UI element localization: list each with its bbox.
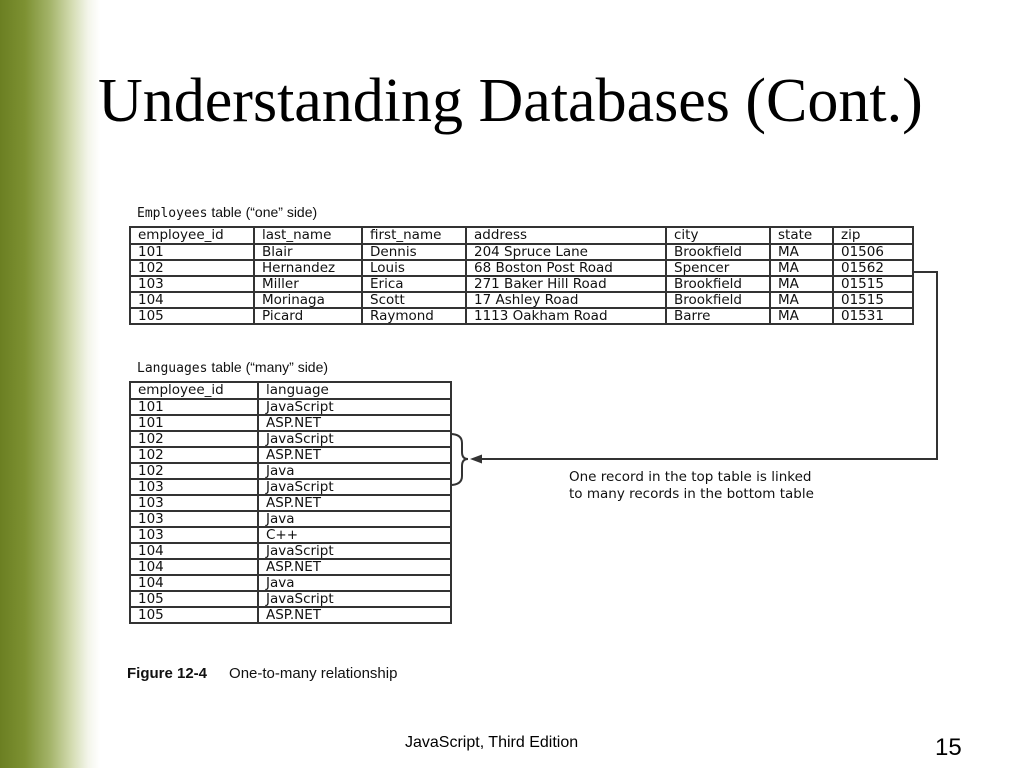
page-number: 15: [935, 734, 962, 761]
table-cell: 104: [130, 559, 258, 575]
table-cell: MA: [770, 244, 833, 260]
table-cell: Picard: [254, 308, 362, 324]
table-cell: 104: [130, 292, 254, 308]
table-cell: Dennis: [362, 244, 466, 260]
table-cell: Java: [258, 511, 451, 527]
employees-table-caption-rest: table (“one” side): [207, 204, 318, 220]
table-cell: 101: [130, 415, 258, 431]
table-cell: JavaScript: [258, 431, 451, 447]
table-cell: 01515: [833, 276, 913, 292]
table-cell: Brookfield: [666, 292, 770, 308]
table-cell: 103: [130, 479, 258, 495]
table-cell: 01531: [833, 308, 913, 324]
table-cell: JavaScript: [258, 479, 451, 495]
column-header: address: [466, 227, 666, 244]
table-cell: Spencer: [666, 260, 770, 276]
table-cell: Louis: [362, 260, 466, 276]
figure-caption: [127, 665, 397, 683]
table-cell: Barre: [666, 308, 770, 324]
table-cell: 271 Baker Hill Road: [466, 276, 666, 292]
table-cell: Hernandez: [254, 260, 362, 276]
table-cell: JavaScript: [258, 543, 451, 559]
table-cell: ASP.NET: [258, 559, 451, 575]
table-cell: 103: [130, 527, 258, 543]
table-cell: ASP.NET: [258, 607, 451, 623]
table-cell: ASP.NET: [258, 447, 451, 463]
table-cell: Erica: [362, 276, 466, 292]
column-header: last_name: [254, 227, 362, 244]
table-cell: 105: [130, 591, 258, 607]
footer-text: JavaScript, Third Edition: [405, 734, 579, 751]
table-cell: 102: [130, 447, 258, 463]
table-cell: C++: [258, 527, 451, 543]
column-header: city: [666, 227, 770, 244]
table-cell: Morinaga: [254, 292, 362, 308]
table-cell: 01515: [833, 292, 913, 308]
annotation-line-1: One record in the top table is linked: [569, 469, 812, 485]
table-cell: Raymond: [362, 308, 466, 324]
table-cell: Java: [258, 463, 451, 479]
table-cell: 1113 Oakham Road: [466, 308, 666, 324]
slide-title: Understanding Databases (Cont.): [98, 67, 923, 135]
table-cell: 104: [130, 575, 258, 591]
table-cell: MA: [770, 276, 833, 292]
table-cell: 102: [130, 463, 258, 479]
arrow-head-icon: [470, 455, 482, 464]
table-cell: 105: [130, 308, 254, 324]
column-header: first_name: [362, 227, 466, 244]
languages-table-caption-name: Languages: [137, 361, 208, 376]
curly-brace-icon: [450, 434, 468, 485]
table-cell: 102: [130, 431, 258, 447]
table-cell: 103: [130, 276, 254, 292]
table-cell: MA: [770, 292, 833, 308]
table-cell: ASP.NET: [258, 415, 451, 431]
column-header: employee_id: [130, 382, 258, 399]
table-cell: 01562: [833, 260, 913, 276]
languages-table-caption-rest: table (“many” side): [207, 359, 329, 375]
table-cell: 68 Boston Post Road: [466, 260, 666, 276]
table-cell: 103: [130, 511, 258, 527]
table-cell: 104: [130, 543, 258, 559]
table-cell: MA: [770, 308, 833, 324]
table-cell: 17 Ashley Road: [466, 292, 666, 308]
table-cell: Brookfield: [666, 244, 770, 260]
table-cell: 101: [130, 244, 254, 260]
column-header: employee_id: [130, 227, 254, 244]
table-cell: JavaScript: [258, 399, 451, 415]
table-cell: MA: [770, 260, 833, 276]
employees-table-caption-name: Employees: [137, 206, 208, 221]
figure-caption-text: One-to-many relationship: [229, 665, 398, 682]
annotation-line-2: to many records in the bottom table: [569, 486, 814, 502]
column-header: language: [258, 382, 451, 399]
table-cell: 204 Spruce Lane: [466, 244, 666, 260]
table-cell: Miller: [254, 276, 362, 292]
table-cell: 101: [130, 399, 258, 415]
table-cell: 103: [130, 495, 258, 511]
table-cell: 102: [130, 260, 254, 276]
table-cell: 105: [130, 607, 258, 623]
table-cell: Brookfield: [666, 276, 770, 292]
column-header: zip: [833, 227, 913, 244]
table-cell: Scott: [362, 292, 466, 308]
figure-number: Figure 12-4: [127, 665, 208, 682]
table-cell: Java: [258, 575, 451, 591]
column-header: state: [770, 227, 833, 244]
table-cell: 01506: [833, 244, 913, 260]
table-cell: ASP.NET: [258, 495, 451, 511]
table-cell: JavaScript: [258, 591, 451, 607]
table-cell: Blair: [254, 244, 362, 260]
relationship-annotation: [569, 469, 909, 503]
link-line: [478, 272, 937, 459]
